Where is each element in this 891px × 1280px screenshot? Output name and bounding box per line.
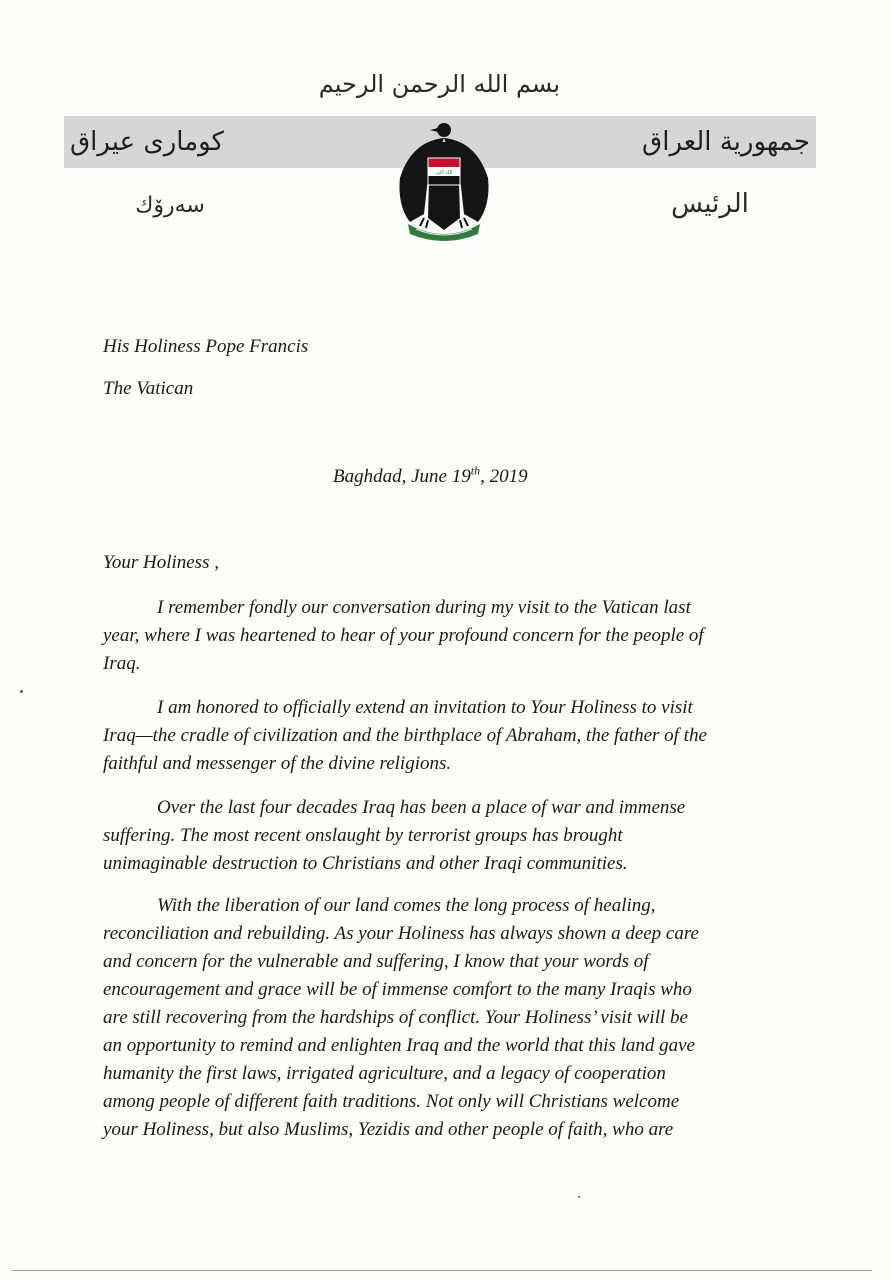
scan-speck — [20, 690, 23, 693]
emblem-flag-text: الله أكبر — [435, 170, 453, 176]
paragraph-1 — [103, 594, 803, 678]
paragraph-line: With the liberation of our land comes the long process of healing, — [157, 895, 656, 916]
paragraph-line: an opportunity to remind and enlighten Iraq and the world that this land gave — [103, 1035, 695, 1056]
date-prefix: Baghdad, June 19 — [333, 466, 471, 487]
paragraph-line: suffering. The most recent onslaught by terrorist groups has brought — [103, 825, 623, 846]
paragraph-2 — [103, 694, 803, 778]
page-bottom-edge — [12, 1270, 872, 1271]
paragraph-line: humanity the first laws, irrigated agriculture, and a legacy of cooperation — [103, 1063, 666, 1084]
addressee-place: The Vatican — [103, 378, 194, 399]
arabic-republic-title: جمهورية العراق — [642, 127, 810, 157]
kurdish-president-title: سەرۆك — [135, 193, 205, 218]
paragraph-line: unimaginable destruction to Christians and other Iraqi communities. — [103, 853, 628, 874]
iraq-eagle-emblem-icon — [394, 118, 494, 244]
paragraph-line: Over the last four decades Iraq has been a place of war and immense — [157, 797, 686, 818]
date-ordinal-suffix: th — [470, 463, 481, 478]
paragraph-line: and concern for the vulnerable and suffering, I know that your words of — [103, 951, 649, 972]
paragraph-line: Iraq. — [103, 653, 141, 674]
paragraph-line: year, where I was heartened to hear of your profound concern for the people of — [103, 625, 704, 646]
paragraph-line: are still recovering from the hardships of conflict. Your Holiness’ visit will be — [103, 1007, 688, 1028]
paragraph-line: encouragement and grace will be of immense comfort to the many Iraqis who — [103, 979, 692, 1000]
date-line — [333, 463, 528, 488]
paragraph-4 — [103, 892, 803, 1144]
scan-speck — [578, 1196, 580, 1198]
paragraph-line: I remember fondly our conversation during my visit to the Vatican last — [157, 597, 691, 618]
date-year: , 2019 — [480, 466, 528, 487]
paragraph-line: reconciliation and rebuilding. As your Holiness has always shown a deep care — [103, 923, 699, 944]
addressee-name: His Holiness Pope Francis — [103, 336, 309, 357]
arabic-president-title: الرئيس — [671, 189, 749, 219]
paragraph-line: faithful and messenger of the divine religions. — [103, 753, 452, 774]
paragraph-line: Iraq—the cradle of civilization and the birthplace of Abraham, the father of the — [103, 725, 707, 746]
salutation: Your Holiness , — [103, 552, 219, 573]
basmala-calligraphy: بسم الله الرحمن الرحيم — [318, 70, 560, 98]
paragraph-line: among people of different faith traditions. Not only will Christians welcome — [103, 1091, 680, 1112]
paragraph-line: your Holiness, but also Muslims, Yezidis and other people of faith, who are — [103, 1119, 674, 1140]
paragraph-line: I am honored to officially extend an invitation to Your Holiness to visit — [157, 697, 693, 718]
paragraph-3 — [103, 794, 803, 878]
kurdish-republic-title: كوماری عیراق — [70, 127, 224, 157]
